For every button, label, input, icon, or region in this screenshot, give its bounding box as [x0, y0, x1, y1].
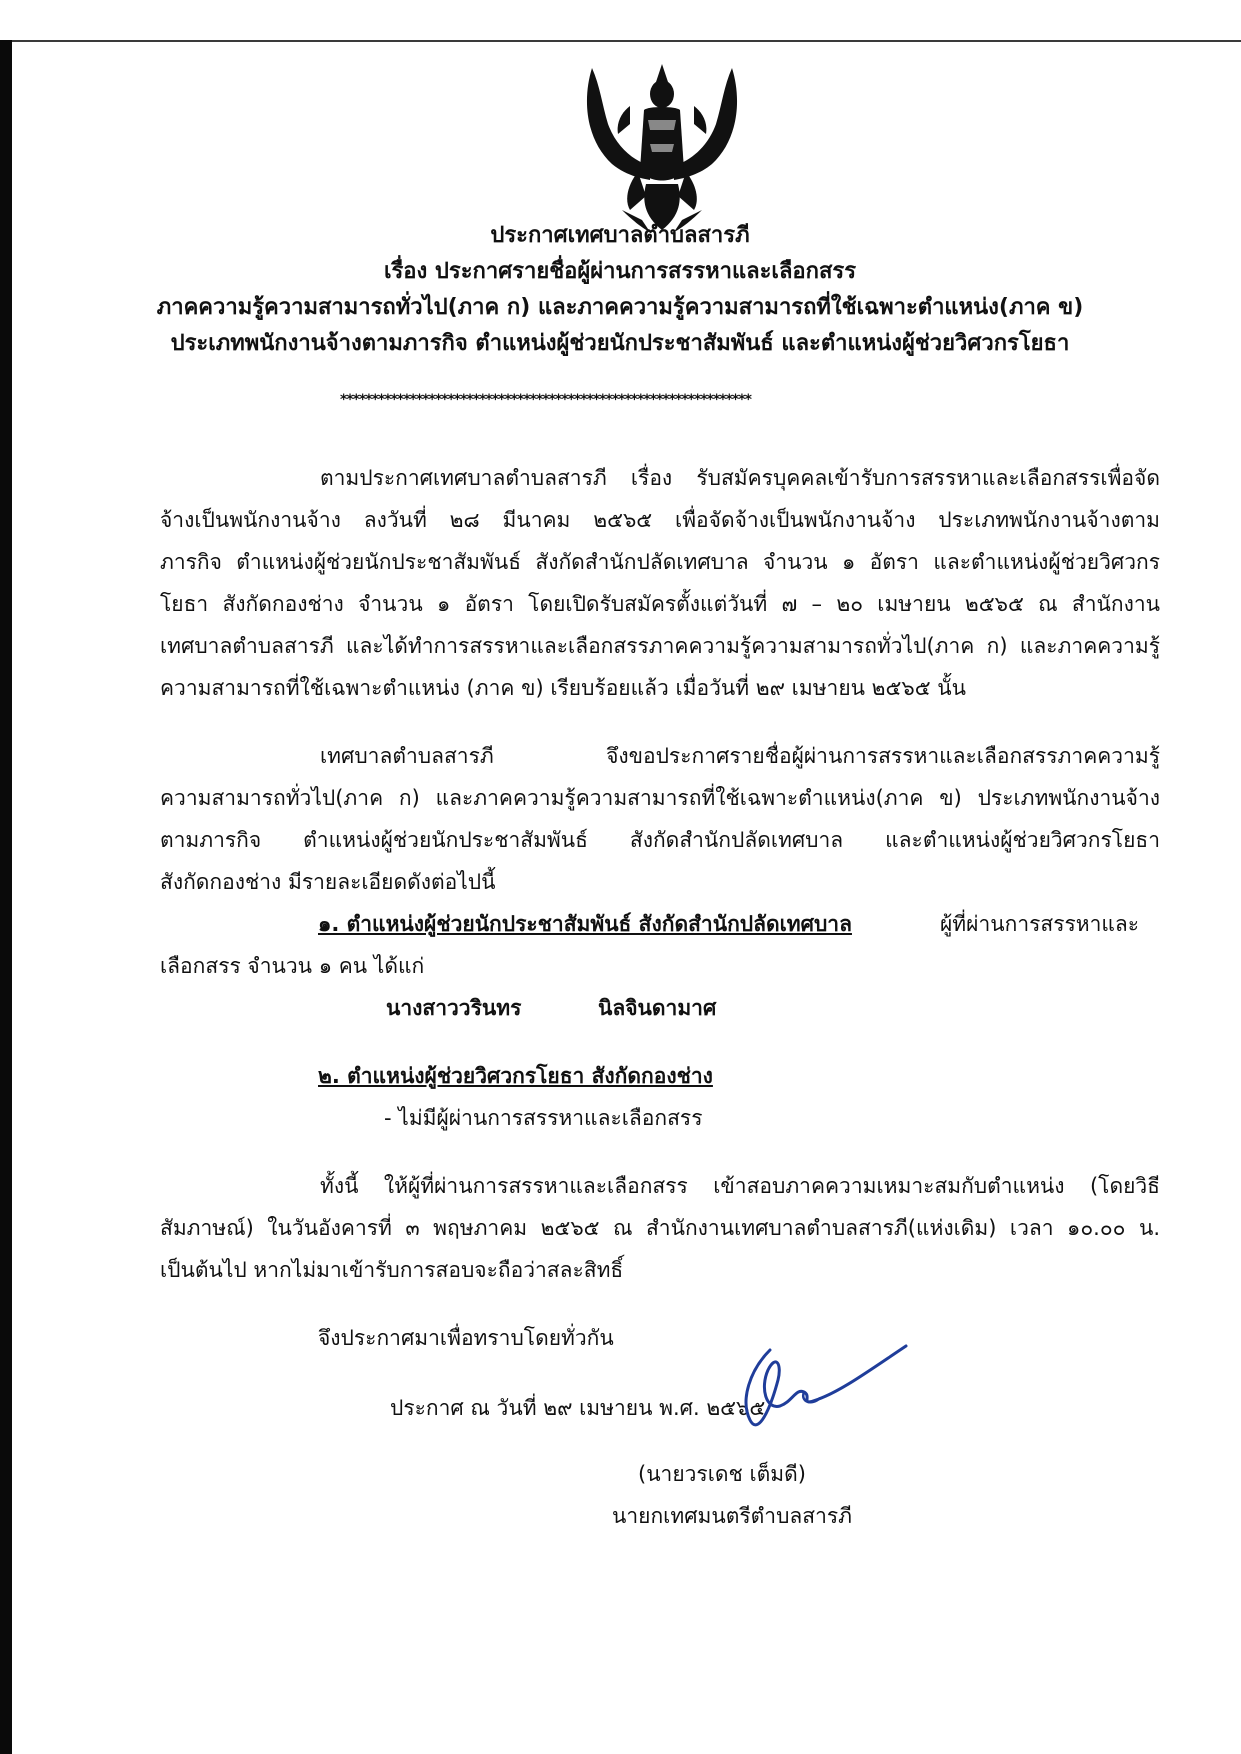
closing-line: จึงประกาศมาเพื่อทราบโดยทั่วกัน — [318, 1326, 614, 1350]
para2-line: ความสามารถทั่วไป(ภาค ก) และภาคความรู้ความสามารถที่ใช้เฉพาะตำแหน่ง(ภาค ข) ประเภทพนักงานจ้าง — [160, 786, 1160, 810]
para3-line: เป็นต้นไป หากไม่มาเข้ารับการสอบจะถือว่าสละสิทธิ์ — [160, 1258, 624, 1282]
item1-position: ๑. ตำแหน่งผู้ช่วยนักประชาสัมพันธ์ สังกัดสำนักปลัดเทศบาล — [318, 912, 852, 936]
signature-icon — [700, 1340, 910, 1450]
para2-line: เทศบาลตำบลสารภี จึงขอประกาศรายชื่อผู้ผ่านการสรรหาและเลือกสรรภาคความรู้ — [320, 744, 1160, 768]
signer-name: (นายวรเดช เต็มดี) — [638, 1462, 806, 1486]
announcement-date: ประกาศ ณ วันที่ ๒๙ เมษายน พ.ศ. ๒๕๖๕ — [390, 1396, 766, 1420]
page-top-border — [0, 40, 1241, 42]
item1-heading — [318, 908, 852, 941]
announcement-subject: เรื่อง ประกาศรายชื่อผู้ผ่านการสรรหาและเลือกสรร — [383, 259, 857, 284]
signer-title: นายกเทศมนตรีตำบลสารภี — [612, 1504, 852, 1528]
scan-edge-shadow — [0, 40, 12, 1754]
item1-tail: ผู้ที่ผ่านการสรรหาและ — [940, 912, 1140, 936]
announcement-subtitle-2: ประเภทพนักงานจ้างตามภารกิจ ตำแหน่งผู้ช่วยนักประชาสัมพันธ์ และตำแหน่งผู้ช่วยวิศวกรโยธา — [170, 331, 1070, 356]
para3-line: สัมภาษณ์) ในวันอังคารที่ ๓ พฤษภาคม ๒๕๖๕ ณ สำนักงานเทศบาลตำบลสารภี(แห่งเดิม) เวลา ๑๐.๐๐ น. — [160, 1216, 1160, 1240]
para1-line: ตามประกาศเทศบาลตำบลสารภี เรื่อง รับสมัครบุคคลเข้ารับการสรรหาและเลือกสรรเพื่อจัด — [320, 466, 1160, 490]
passed-candidate-last-name: นิลจินดามาศ — [598, 996, 717, 1020]
para1-line: ความสามารถที่ใช้เฉพาะตำแหน่ง (ภาค ข) เรียบร้อยแล้ว เมื่อวันที่ ๒๙ เมษายน ๒๕๖๕ นั้น — [160, 676, 967, 700]
item2-position: ๒. ตำแหน่งผู้ช่วยวิศวกรโยธา สังกัดกองช่าง — [318, 1064, 713, 1088]
garuda-emblem-icon — [572, 60, 752, 236]
para2-line: สังกัดกองช่าง มีรายละเอียดดังต่อไปนี้ — [160, 870, 496, 894]
item2-heading — [318, 1060, 713, 1093]
announcement-subtitle-1: ภาคความรู้ความสามารถทั่วไป(ภาค ก) และภาคความรู้ความสามารถที่ใช้เฉพาะตำแหน่ง(ภาค ข) — [156, 295, 1084, 320]
separator-stars: ***************************************************************** — [340, 392, 751, 408]
item1-count-line: เลือกสรร จำนวน ๑ คน ได้แก่ — [160, 954, 425, 978]
item2-note: - ไม่มีผู้ผ่านการสรรหาและเลือกสรร — [384, 1106, 703, 1130]
para1-line: โยธา สังกัดกองช่าง จำนวน ๑ อัตรา โดยเปิดรับสมัครตั้งแต่วันที่ ๗ – ๒๐ เมษายน ๒๕๖๕ ณ สำนักงาน — [160, 592, 1160, 616]
para1-line: ภารกิจ ตำแหน่งผู้ช่วยนักประชาสัมพันธ์ สังกัดสำนักปลัดเทศบาล จำนวน ๑ อัตรา และตำแหน่งผู้ช่วยวิศวกร — [160, 550, 1160, 574]
passed-candidate-first-name: นางสาววรินทร — [386, 996, 522, 1020]
para3-line: ทั้งนี้ ให้ผู้ที่ผ่านการสรรหาและเลือกสรร เข้าสอบภาคความเหมาะสมกับตำแหน่ง (โดยวิธี — [320, 1174, 1160, 1198]
para1-line: เทศบาลตำบลสารภี และได้ทำการสรรหาและเลือกสรรภาคความรู้ความสามารถทั่วไป(ภาค ก) และภาคความรู้ — [160, 634, 1160, 658]
para2-line: ตามภารกิจ ตำแหน่งผู้ช่วยนักประชาสัมพันธ์ สังกัดสำนักปลัดเทศบาล และตำแหน่งผู้ช่วยวิศวกรโยธา — [160, 828, 1160, 852]
announcement-org: ประกาศเทศบาลตำบลสารภี — [490, 223, 750, 248]
para1-line: จ้างเป็นพนักงานจ้าง ลงวันที่ ๒๘ มีนาคม ๒๕๖๕ เพื่อจัดจ้างเป็นพนักงานจ้าง ประเภทพนักงานจ้างตาม — [160, 508, 1160, 532]
